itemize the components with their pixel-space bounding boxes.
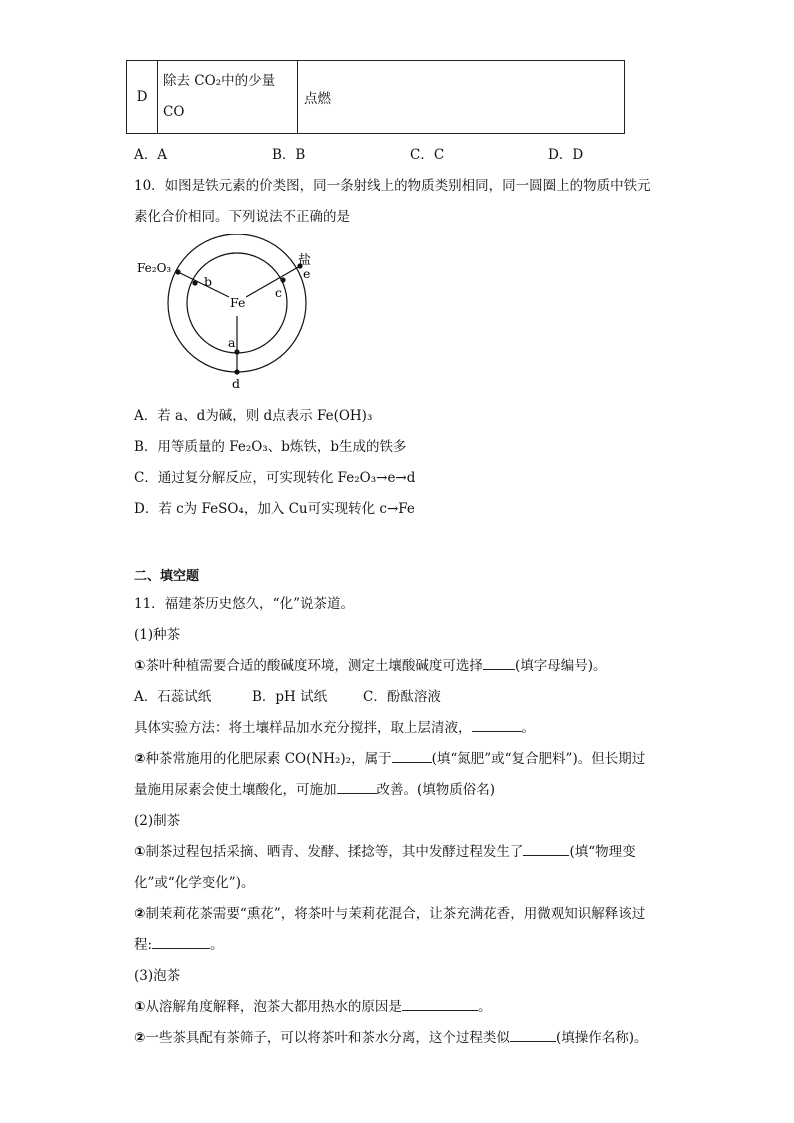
answer-blank[interactable] [152, 936, 210, 949]
p1-q2-line2-a: 量施用尿素会使土壤酸化，可施加 [134, 782, 337, 798]
p1-q2-line2-b: 改善。(填物质俗名) [376, 782, 496, 798]
options-table [126, 60, 625, 134]
p1-q1-text-a: 茶叶种植需要合适的酸碱度环境，测定土壤酸碱度可选择 [145, 658, 483, 674]
p3-q2-text-a: 一些茶具配有茶筛子，可以将茶叶和茶水分离，这个过程类似 [145, 1030, 510, 1046]
section-title: 二、填空题 [134, 569, 200, 584]
p2-q2-text: 制茉莉花茶需要“熏花”，将茶叶与茉莉花混合，让茶充满花香，用微观知识解释该过 [145, 906, 646, 922]
part2-question2 [134, 902, 645, 922]
q10-stem-line1: 10．如图是铁元素的价类图，同一条射线上的物质类别相同，同一圆圈上的物质中铁元 [134, 178, 651, 194]
answer-blank[interactable] [402, 998, 478, 1011]
circled-number-1: ① [134, 999, 146, 1015]
iron-valence-diagram [130, 234, 320, 394]
row-target [158, 61, 298, 134]
part2-title: (2)制茶 [134, 813, 181, 829]
label-a: a [228, 335, 236, 350]
point-d [234, 369, 239, 374]
part3-title: (3)泡茶 [134, 968, 181, 984]
p2-q1-text-b: (填“物理变 [569, 844, 636, 860]
answer-blank[interactable] [483, 657, 515, 670]
answer-blank[interactable] [392, 750, 432, 763]
p1-method [134, 716, 535, 736]
table-row [127, 61, 625, 134]
p2-q2-line2-a: 程: [134, 937, 153, 953]
q10-option-b: B．用等质量的 Fe₂O₃、b炼铁，b生成的铁多 [134, 439, 407, 455]
p2-q2-line2-b: 。 [210, 937, 224, 953]
label-b: b [204, 274, 213, 289]
q10-stem-line2: 素化合价相同。下列说法不正确的是 [134, 209, 350, 225]
q11-stem: 11．福建茶历史悠久，“化”说茶道。 [134, 596, 354, 612]
p3-q1-text-b: 。 [477, 999, 492, 1015]
answer-blank[interactable] [523, 843, 569, 856]
q9-option-a: A．A [134, 147, 167, 163]
row-target-line1: 除去 CO₂中的少量 [163, 73, 276, 89]
part1-question1 [134, 654, 606, 674]
answer-blank[interactable] [472, 719, 522, 732]
point-fe2o3 [175, 269, 180, 274]
q10-option-c: C．通过复分解反应，可实现转化 Fe₂O₃→e→d [134, 470, 416, 486]
answer-blank[interactable] [510, 1029, 556, 1042]
q10-option-a: A．若 a、d为碱，则 d点表示 Fe(OH)₃ [134, 408, 373, 424]
part1-question2-line2 [134, 778, 495, 798]
p1-method-text-a: 具体实验方法：将土壤样品加水充分搅拌，取上层清液， [134, 720, 472, 736]
point-b [192, 280, 197, 285]
part3-question1 [134, 995, 491, 1015]
p1-option-c: C．酚酞溶液 [363, 689, 441, 705]
p1-q2-text-b: (填“氮肥”或“复合肥料”)。但长期过 [431, 751, 646, 767]
point-a [234, 349, 239, 354]
q9-option-c: C．C [410, 147, 445, 163]
row-letter: D [127, 61, 158, 134]
circled-number-2: ② [134, 1030, 146, 1046]
label-d: d [232, 376, 241, 391]
p1-q2-text-a: 种茶常施用的化肥尿素 CO(NH₂)₂，属于 [145, 751, 392, 767]
row-target-line2: CO [163, 104, 185, 120]
p3-q2-text-b: (填操作名称)。 [555, 1030, 648, 1046]
part1-question2 [134, 747, 645, 767]
p1-method-text-b: 。 [521, 720, 535, 736]
part1-title: (1)种茶 [134, 627, 181, 643]
p1-q1-text-b: (填字母编号)。 [514, 658, 607, 674]
q9-option-b: B．B [272, 147, 306, 163]
q10-option-d: D．若 c为 FeSO₄，加入 Cu可实现转化 c→Fe [134, 501, 415, 517]
circled-number-2: ② [134, 751, 146, 767]
part2-question1 [134, 840, 636, 860]
label-fe2o3: Fe₂O₃ [137, 261, 172, 275]
circled-number-1: ① [134, 658, 146, 674]
p2-q1-text-a: 制茶过程包括采摘、晒青、发酵、揉捻等，其中发酵过程发生了 [145, 844, 524, 860]
label-fe: Fe [230, 295, 246, 310]
part3-question2 [134, 1026, 647, 1046]
ray-right [246, 266, 300, 297]
q9-option-d: D．D [548, 147, 584, 163]
row-method: 点燃 [298, 61, 625, 134]
point-c [280, 277, 285, 282]
circled-number-1: ① [134, 844, 146, 860]
label-salt: 盐 [298, 253, 312, 268]
p1-option-b: B．pH 试纸 [252, 689, 328, 705]
answer-blank[interactable] [337, 781, 377, 794]
p3-q1-text-a: 从溶解角度解释，泡茶大都用热水的原因是 [145, 999, 402, 1015]
label-c: c [275, 285, 283, 300]
circled-number-2: ② [134, 906, 146, 922]
part2-question1-line2: 化”或“化学变化”)。 [134, 875, 255, 891]
p1-option-a: A．石蕊试纸 [134, 689, 212, 705]
label-e: e [303, 266, 311, 281]
part2-question2-line2 [134, 933, 224, 953]
